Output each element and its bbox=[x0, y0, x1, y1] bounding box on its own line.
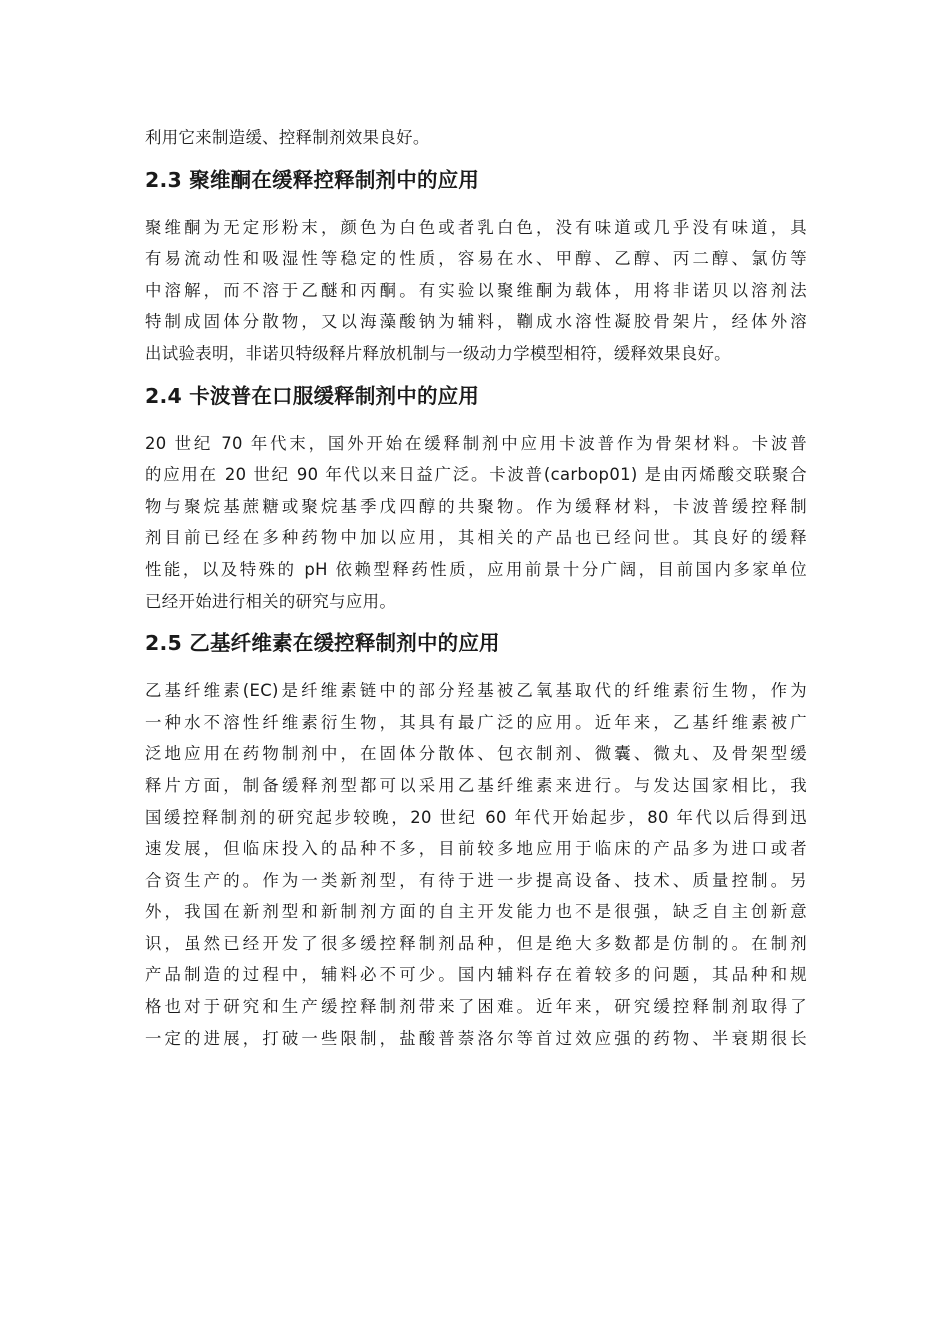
text-line: 的应用在 20 世纪 90 年代以来日益广泛。卡波普(carbop01) 是由丙烯酸交联聚合 bbox=[145, 465, 807, 485]
text-line: 性能，以及特殊的 pH 依赖型释药性质，应用前景十分广阔，目前国内多家单位 bbox=[145, 559, 807, 579]
paragraph-carbopol bbox=[145, 428, 807, 618]
paragraph-ethylcellulose bbox=[145, 675, 807, 1054]
text-line: 外，我国在新剂型和新制剂方面的自主开发能力也不是很强，缺乏自主创新意 bbox=[145, 902, 807, 922]
section-heading-2-4: 2.4 卡波普在口服缓释制剂中的应用 bbox=[145, 383, 480, 408]
text-line: 20 世纪 70 年代末，国外开始在缓释制剂中应用卡波普作为骨架材料。卡波普 bbox=[145, 433, 807, 453]
text-line: 有易流动性和吸湿性等稳定的性质，容易在水、甲醇、乙醇、丙二醇、氯仿等 bbox=[145, 249, 807, 269]
text-line: 乙基纤维素(EC)是纤维素链中的部分羟基被乙氧基取代的纤维素衍生物，作为 bbox=[145, 681, 807, 701]
text-line: 物与聚烷基蔗糖或聚烷基季戊四醇的共聚物。作为缓释材料，卡波普缓控释制 bbox=[145, 496, 807, 516]
text-line: 剂目前已经在多种药物中加以应用，其相关的产品也已经问世。其良好的缓释 bbox=[145, 528, 807, 548]
text-line: 已经开始进行相关的研究与应用。 bbox=[145, 591, 397, 611]
text-line: 一定的进展，打破一些限制，盐酸普萘洛尔等首过效应强的药物、半衰期很长 bbox=[145, 1028, 807, 1048]
text-line: 合资生产的。作为一类新剂型，有待于进一步提高设备、技术、质量控制。另 bbox=[145, 870, 807, 890]
text-line: 产品制造的过程中，辅料必不可少。国内辅料存在着较多的问题，其品种和规 bbox=[145, 965, 807, 985]
paragraph-intro bbox=[145, 122, 807, 154]
document-page bbox=[145, 122, 807, 1054]
text-line: 泛地应用在药物制剂中，在固体分散体、包衣制剂、微囊、微丸、及骨架型缓 bbox=[145, 744, 807, 764]
text-line: 聚维酮为无定形粉末，颜色为白色或者乳白色，没有味道或几乎没有味道，具 bbox=[145, 217, 807, 237]
text-line: 释片方面，制备缓释剂型都可以采用乙基纤维素来进行。与发达国家相比，我 bbox=[145, 775, 807, 795]
paragraph-povidone bbox=[145, 212, 807, 370]
section-heading-2-3: 2.3 聚维酮在缓释控释制剂中的应用 bbox=[145, 167, 480, 192]
text-line: 特制成固体分散物，又以海藻酸钠为辅料，鞩成水溶性凝胶骨架片，经体外溶 bbox=[145, 312, 807, 332]
text-line: 利用它来制造缓、控释制剂效果良好。 bbox=[145, 128, 430, 147]
section-heading-2-5: 2.5 乙基纤维素在缓控释制剂中的应用 bbox=[145, 631, 500, 656]
text-line: 一种水不溶性纤维素衍生物，其具有最广泛的应用。近年来，乙基纤维素被广 bbox=[145, 712, 807, 732]
text-line: 出试验表明，非诺贝特级释片释放机制与一级动力学模型相符，缓释效果良好。 bbox=[145, 343, 731, 363]
text-line: 速发展，但临床投入的品种不多，目前较多地应用于临床的产品多为进口或者 bbox=[145, 839, 807, 859]
text-line: 中溶解，而不溶于乙醚和丙酮。有实验以聚维酮为载体，用将非诺贝以溶剂法 bbox=[145, 280, 807, 300]
text-line: 格也对于研究和生产缓控释制剂带来了困难。近年来，研究缓控释制剂取得了 bbox=[145, 997, 807, 1017]
text-line: 国缓控释制剂的研究起步较晚，20 世纪 60 年代开始起步，80 年代以后得到迅 bbox=[145, 807, 807, 827]
text-line: 识，虽然已经开发了很多缓控释制剂品种，但是绝大多数都是仿制的。在制剂 bbox=[145, 933, 807, 953]
